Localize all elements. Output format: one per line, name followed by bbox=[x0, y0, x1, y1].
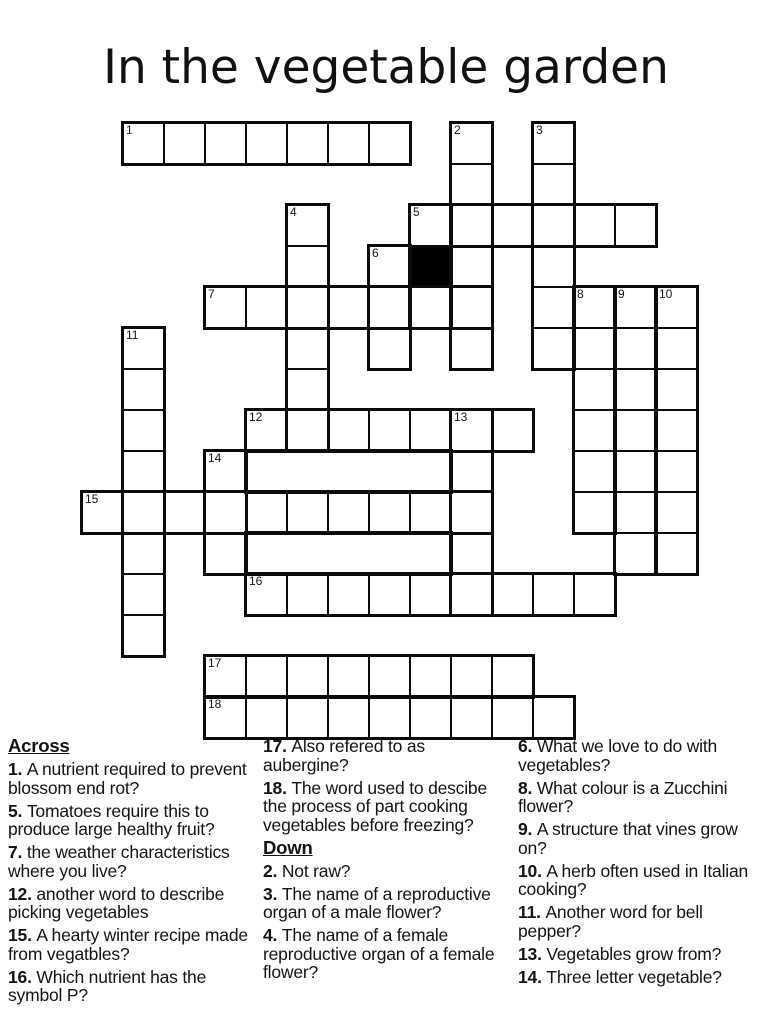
grid-cell[interactable] bbox=[327, 573, 370, 616]
grid-cell[interactable] bbox=[122, 573, 165, 616]
merged-cell[interactable] bbox=[245, 532, 452, 575]
grid-cell[interactable] bbox=[286, 327, 329, 370]
grid-cell[interactable] bbox=[122, 122, 165, 165]
grid-cell[interactable] bbox=[532, 327, 575, 370]
grid-cell[interactable] bbox=[655, 532, 698, 575]
cell-number: 1 bbox=[126, 123, 133, 137]
clue-number: 4. bbox=[263, 925, 282, 945]
clue-item: 18. The word used to descibe the process of part cooking vegetables before freezing? bbox=[263, 777, 487, 835]
grid-cell[interactable] bbox=[368, 573, 411, 616]
grid-cell[interactable] bbox=[327, 122, 370, 165]
grid-cell[interactable] bbox=[286, 655, 329, 698]
grid-cell[interactable] bbox=[286, 491, 329, 534]
grid-cell[interactable] bbox=[245, 655, 288, 698]
grid-cell[interactable] bbox=[532, 573, 575, 616]
grid-cell[interactable] bbox=[409, 409, 452, 452]
grid-cell[interactable] bbox=[204, 491, 247, 534]
clue-item: 16. Which nutrient has the symbol P? bbox=[8, 966, 207, 1005]
grid-cell[interactable] bbox=[122, 614, 165, 657]
cell-number: 6 bbox=[372, 246, 379, 260]
grid-cell[interactable] bbox=[163, 122, 206, 165]
cell-number: 9 bbox=[618, 287, 625, 301]
grid-cell[interactable] bbox=[614, 327, 657, 370]
grid-cell[interactable] bbox=[368, 491, 411, 534]
cell-number: 11 bbox=[126, 328, 139, 342]
clue-number: 15. bbox=[8, 925, 37, 945]
clue-number: 18. bbox=[263, 777, 292, 798]
clue-item: 9. A structure that vines grow on? bbox=[518, 819, 738, 858]
clue-item: 3. The name of a reproductive organ of a male flower? bbox=[263, 883, 491, 922]
grid-cell[interactable] bbox=[286, 286, 329, 329]
grid-cell[interactable] bbox=[122, 409, 165, 452]
grid-cell[interactable] bbox=[368, 655, 411, 698]
cell-number: 17 bbox=[208, 656, 222, 670]
clue-number: 8. bbox=[518, 777, 537, 798]
cell-number: 4 bbox=[290, 205, 297, 219]
grid-cell[interactable] bbox=[450, 327, 493, 370]
puzzle-title: In the vegetable garden bbox=[103, 40, 669, 95]
grid-cell[interactable] bbox=[532, 204, 575, 247]
grid-cell[interactable] bbox=[573, 204, 616, 247]
cell-number: 16 bbox=[249, 574, 263, 588]
clue-number: 11. bbox=[518, 902, 546, 922]
grid-cell[interactable] bbox=[245, 491, 288, 534]
grid-cell[interactable] bbox=[532, 163, 575, 206]
grid-cell[interactable] bbox=[286, 696, 329, 739]
grid-cell[interactable] bbox=[450, 655, 493, 698]
grid-cell[interactable] bbox=[409, 491, 452, 534]
grid-cell[interactable] bbox=[286, 245, 329, 288]
cell-number: 14 bbox=[208, 451, 222, 465]
grid-cell[interactable] bbox=[450, 122, 493, 165]
grid-cell[interactable] bbox=[573, 286, 616, 329]
grid-cell[interactable] bbox=[245, 696, 288, 739]
merged-cell[interactable] bbox=[245, 450, 452, 493]
grid-cell[interactable] bbox=[245, 122, 288, 165]
grid-cell[interactable] bbox=[491, 409, 534, 452]
cell-number: 12 bbox=[249, 410, 263, 424]
grid-cell[interactable] bbox=[491, 573, 534, 616]
clue-number: 9. bbox=[518, 819, 537, 839]
clue-number: 16. bbox=[8, 966, 37, 987]
grid-cell[interactable] bbox=[450, 532, 493, 575]
grid-cell[interactable] bbox=[368, 245, 411, 288]
grid-cell[interactable] bbox=[368, 327, 411, 370]
grid-cell[interactable] bbox=[450, 245, 493, 288]
grid-cell[interactable] bbox=[163, 491, 206, 534]
grid-cell[interactable] bbox=[655, 450, 698, 493]
clue-item: 6. What we love to do with vegetables? bbox=[518, 736, 718, 775]
clue-number: 10. bbox=[518, 860, 547, 881]
grid-cell[interactable] bbox=[491, 655, 534, 698]
grid-cell[interactable] bbox=[81, 491, 124, 534]
grid-cell[interactable] bbox=[573, 450, 616, 493]
clue-number: 1. bbox=[8, 759, 27, 779]
clue-item: 17. Also refered to as aubergine? bbox=[263, 736, 425, 775]
cell-number: 3 bbox=[536, 123, 543, 137]
grid-cell[interactable] bbox=[368, 696, 411, 739]
grid-cell[interactable] bbox=[614, 450, 657, 493]
grid-cell[interactable] bbox=[614, 368, 657, 411]
clue-item: 12. another word to describe picking vegetables bbox=[8, 883, 225, 922]
grid-cell[interactable] bbox=[450, 163, 493, 206]
grid-cell[interactable] bbox=[573, 327, 616, 370]
grid-cell[interactable] bbox=[122, 491, 165, 534]
cell-number: 18 bbox=[208, 697, 222, 711]
grid-cell[interactable] bbox=[614, 491, 657, 534]
grid-cell[interactable] bbox=[614, 286, 657, 329]
clue-item: 7. the weather characteristics where you live? bbox=[8, 842, 230, 881]
grid-cell[interactable] bbox=[573, 368, 616, 411]
clue-number: 17. bbox=[263, 736, 292, 756]
cell-number: 7 bbox=[208, 287, 215, 301]
grid-cell[interactable] bbox=[409, 655, 452, 698]
clue-column bbox=[518, 737, 768, 991]
clue-item: 13. Vegetables grow from? bbox=[518, 943, 722, 964]
grid-cell[interactable] bbox=[614, 532, 657, 575]
black-cell bbox=[409, 245, 452, 288]
down-header: Down bbox=[263, 836, 313, 858]
grid-cell[interactable] bbox=[204, 655, 247, 698]
grid-cell[interactable] bbox=[368, 286, 411, 329]
grid-cell[interactable] bbox=[450, 696, 493, 739]
grid-cell[interactable] bbox=[573, 409, 616, 452]
grid-cell[interactable] bbox=[286, 368, 329, 411]
grid-cell[interactable] bbox=[450, 450, 493, 493]
grid-cell[interactable] bbox=[491, 204, 534, 247]
grid-cell[interactable] bbox=[409, 696, 452, 739]
clue-item: 4. The name of a female reproductive organ of a female flower? bbox=[263, 925, 495, 982]
grid-cell[interactable] bbox=[655, 327, 698, 370]
cell-number: 13 bbox=[454, 410, 468, 424]
grid-cell[interactable] bbox=[614, 409, 657, 452]
grid-cell[interactable] bbox=[368, 122, 411, 165]
grid-cell[interactable] bbox=[655, 491, 698, 534]
grid-cell[interactable] bbox=[245, 573, 288, 616]
clue-number: 2. bbox=[263, 860, 282, 881]
clue-number: 13. bbox=[518, 943, 547, 964]
grid-cell[interactable] bbox=[532, 696, 575, 739]
cell-number: 15 bbox=[85, 492, 99, 506]
grid-cell[interactable] bbox=[409, 286, 452, 329]
cell-number: 5 bbox=[413, 205, 420, 219]
grid-cell[interactable] bbox=[450, 409, 493, 452]
clue-number: 5. bbox=[8, 800, 27, 821]
grid-cell[interactable] bbox=[122, 327, 165, 370]
clue-number: 14. bbox=[518, 966, 547, 987]
grid-cell[interactable] bbox=[450, 286, 493, 329]
clue-item: 2. Not raw? bbox=[263, 860, 351, 881]
grid-cell[interactable] bbox=[286, 122, 329, 165]
grid-cell[interactable] bbox=[532, 122, 575, 165]
grid-cell[interactable] bbox=[368, 409, 411, 452]
grid-cell[interactable] bbox=[573, 491, 616, 534]
grid-cell[interactable] bbox=[286, 573, 329, 616]
grid-cell[interactable] bbox=[409, 573, 452, 616]
grid-cell[interactable] bbox=[245, 286, 288, 329]
grid-cell[interactable] bbox=[573, 573, 616, 616]
grid-cell[interactable] bbox=[122, 450, 165, 493]
grid-cell[interactable] bbox=[655, 368, 698, 411]
grid-cell[interactable] bbox=[204, 122, 247, 165]
grid-cell[interactable] bbox=[204, 532, 247, 575]
grid-cell[interactable] bbox=[122, 532, 165, 575]
grid-cell[interactable] bbox=[327, 409, 370, 452]
grid-cell[interactable] bbox=[450, 573, 493, 616]
grid-cell[interactable] bbox=[491, 696, 534, 739]
grid-cell[interactable] bbox=[327, 286, 370, 329]
cell-number: 2 bbox=[454, 123, 461, 137]
grid-cell[interactable] bbox=[450, 204, 493, 247]
grid-cell[interactable] bbox=[204, 696, 247, 739]
grid-cell[interactable] bbox=[532, 286, 575, 329]
clue-item: 1. A nutrient required to prevent blossom end rot? bbox=[8, 759, 247, 798]
grid-cell[interactable] bbox=[327, 491, 370, 534]
grid-cell[interactable] bbox=[450, 491, 493, 534]
grid-cell[interactable] bbox=[122, 368, 165, 411]
grid-cell[interactable] bbox=[655, 409, 698, 452]
grid-cell[interactable] bbox=[204, 286, 247, 329]
grid-cell[interactable] bbox=[286, 409, 329, 452]
grid-cell[interactable] bbox=[409, 204, 452, 247]
clue-number: 12. bbox=[8, 883, 37, 904]
clue-item: 15. A hearty winter recipe made from vegatbles? bbox=[8, 925, 248, 964]
clue-item: 11. Another word for bell pepper? bbox=[518, 902, 703, 941]
grid-cell[interactable] bbox=[245, 409, 288, 452]
grid-cell[interactable] bbox=[204, 450, 247, 493]
grid-cell[interactable] bbox=[614, 204, 657, 247]
cell-number: 10 bbox=[659, 287, 673, 301]
clue-number: 6. bbox=[518, 736, 537, 756]
clue-number: 7. bbox=[8, 842, 27, 862]
grid-cell[interactable] bbox=[532, 245, 575, 288]
across-header: Across bbox=[8, 735, 70, 756]
grid-cell[interactable] bbox=[327, 696, 370, 739]
grid-cell[interactable] bbox=[286, 204, 329, 247]
clue-item: 14. Three letter vegetable? bbox=[518, 966, 722, 987]
cell-number: 8 bbox=[577, 287, 584, 301]
clue-number: 3. bbox=[263, 883, 282, 904]
clue-item: 5. Tomatoes require this to produce large healthy fruit? bbox=[8, 800, 215, 839]
grid-cell[interactable] bbox=[655, 286, 698, 329]
clue-column bbox=[8, 737, 258, 1009]
clue-item: 8. What colour is a Zucchini flower? bbox=[518, 777, 728, 816]
clue-item: 10. A herb often used in Italian cooking? bbox=[518, 860, 749, 899]
grid-cell[interactable] bbox=[327, 655, 370, 698]
clue-column bbox=[263, 737, 513, 986]
